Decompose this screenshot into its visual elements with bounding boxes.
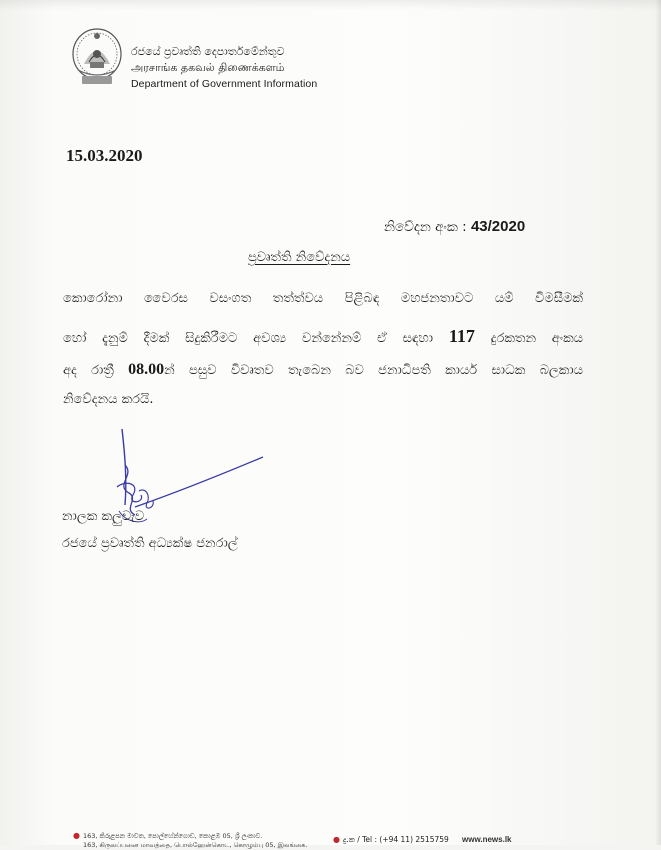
document-date: 15.03.2020 bbox=[66, 146, 143, 165]
body-line-3-post: න් පසුව විවෘතව තැබෙන බව ජනාධිපති කාර්ය සාධක බලකාය bbox=[164, 363, 583, 378]
letterhead-sinhala: රජයේ ප්‍රවෘත්ති දෙපාර්තමේන්තුව bbox=[131, 45, 285, 58]
body-line-1: කොරෝනා වෛරස වසංගත තත්ත්වය පිළිබඳ මහජනතාවට යම් විමසීමක් bbox=[63, 291, 583, 306]
sri-lanka-emblem-icon bbox=[70, 26, 124, 88]
footer-website: www.news.lk bbox=[462, 835, 512, 844]
letterhead-footer bbox=[0, 820, 661, 849]
body-line-2-post: දුරකතන අංකය bbox=[490, 331, 584, 346]
body-line-2-pre: හෝ දැනුම් දීමක් සිදුකිරීමට අවශ්‍ය වන්නේනම් ඒ සඳහා bbox=[63, 331, 434, 346]
letterhead-tamil: அரசாங்க தகவல் திணைக்களம் bbox=[131, 61, 285, 74]
footer-address-2: 163, கிருலப்பனை மாவத்தை, பொல்ஹேன்கொட, கொழும்பு 05, இலங்கை. bbox=[83, 841, 308, 849]
reference-number bbox=[384, 218, 525, 235]
bullet-icon: ● bbox=[333, 835, 340, 844]
opening-time: 08.00 bbox=[128, 361, 165, 378]
hotline-number: 117 bbox=[448, 326, 475, 346]
letterhead-english: Department of Government Information bbox=[131, 78, 318, 90]
footer-address-1: 163, කිරුළපන මාවත, පොල්හේන්ගොඩ, කොළඹ 05, ශ්‍රී ලංකාව. bbox=[83, 832, 263, 840]
document-heading: ප්‍රවෘත්ති නිවේදනය bbox=[248, 250, 351, 265]
letterhead bbox=[131, 44, 317, 92]
body-line-3 bbox=[63, 361, 583, 379]
bullet-icon: ● bbox=[73, 831, 80, 840]
body-line-2 bbox=[63, 326, 583, 347]
footer-telephone: දු.ක / Tel : (+94 11) 2515759 bbox=[343, 835, 449, 844]
reference-value: 43/2020 bbox=[470, 218, 526, 235]
signatory-name: නාලක කලුවැව bbox=[62, 509, 145, 524]
reference-label: නිවේදන අංක : bbox=[384, 219, 467, 235]
body-line-3-pre: අද රාත්‍රී bbox=[63, 363, 114, 378]
signatory-title: රජයේ ප්‍රවෘත්ති අධ්‍යක්ෂ ජනරාල් bbox=[62, 536, 238, 551]
body-line-4: නිවේදනය කරයි. bbox=[63, 392, 154, 407]
